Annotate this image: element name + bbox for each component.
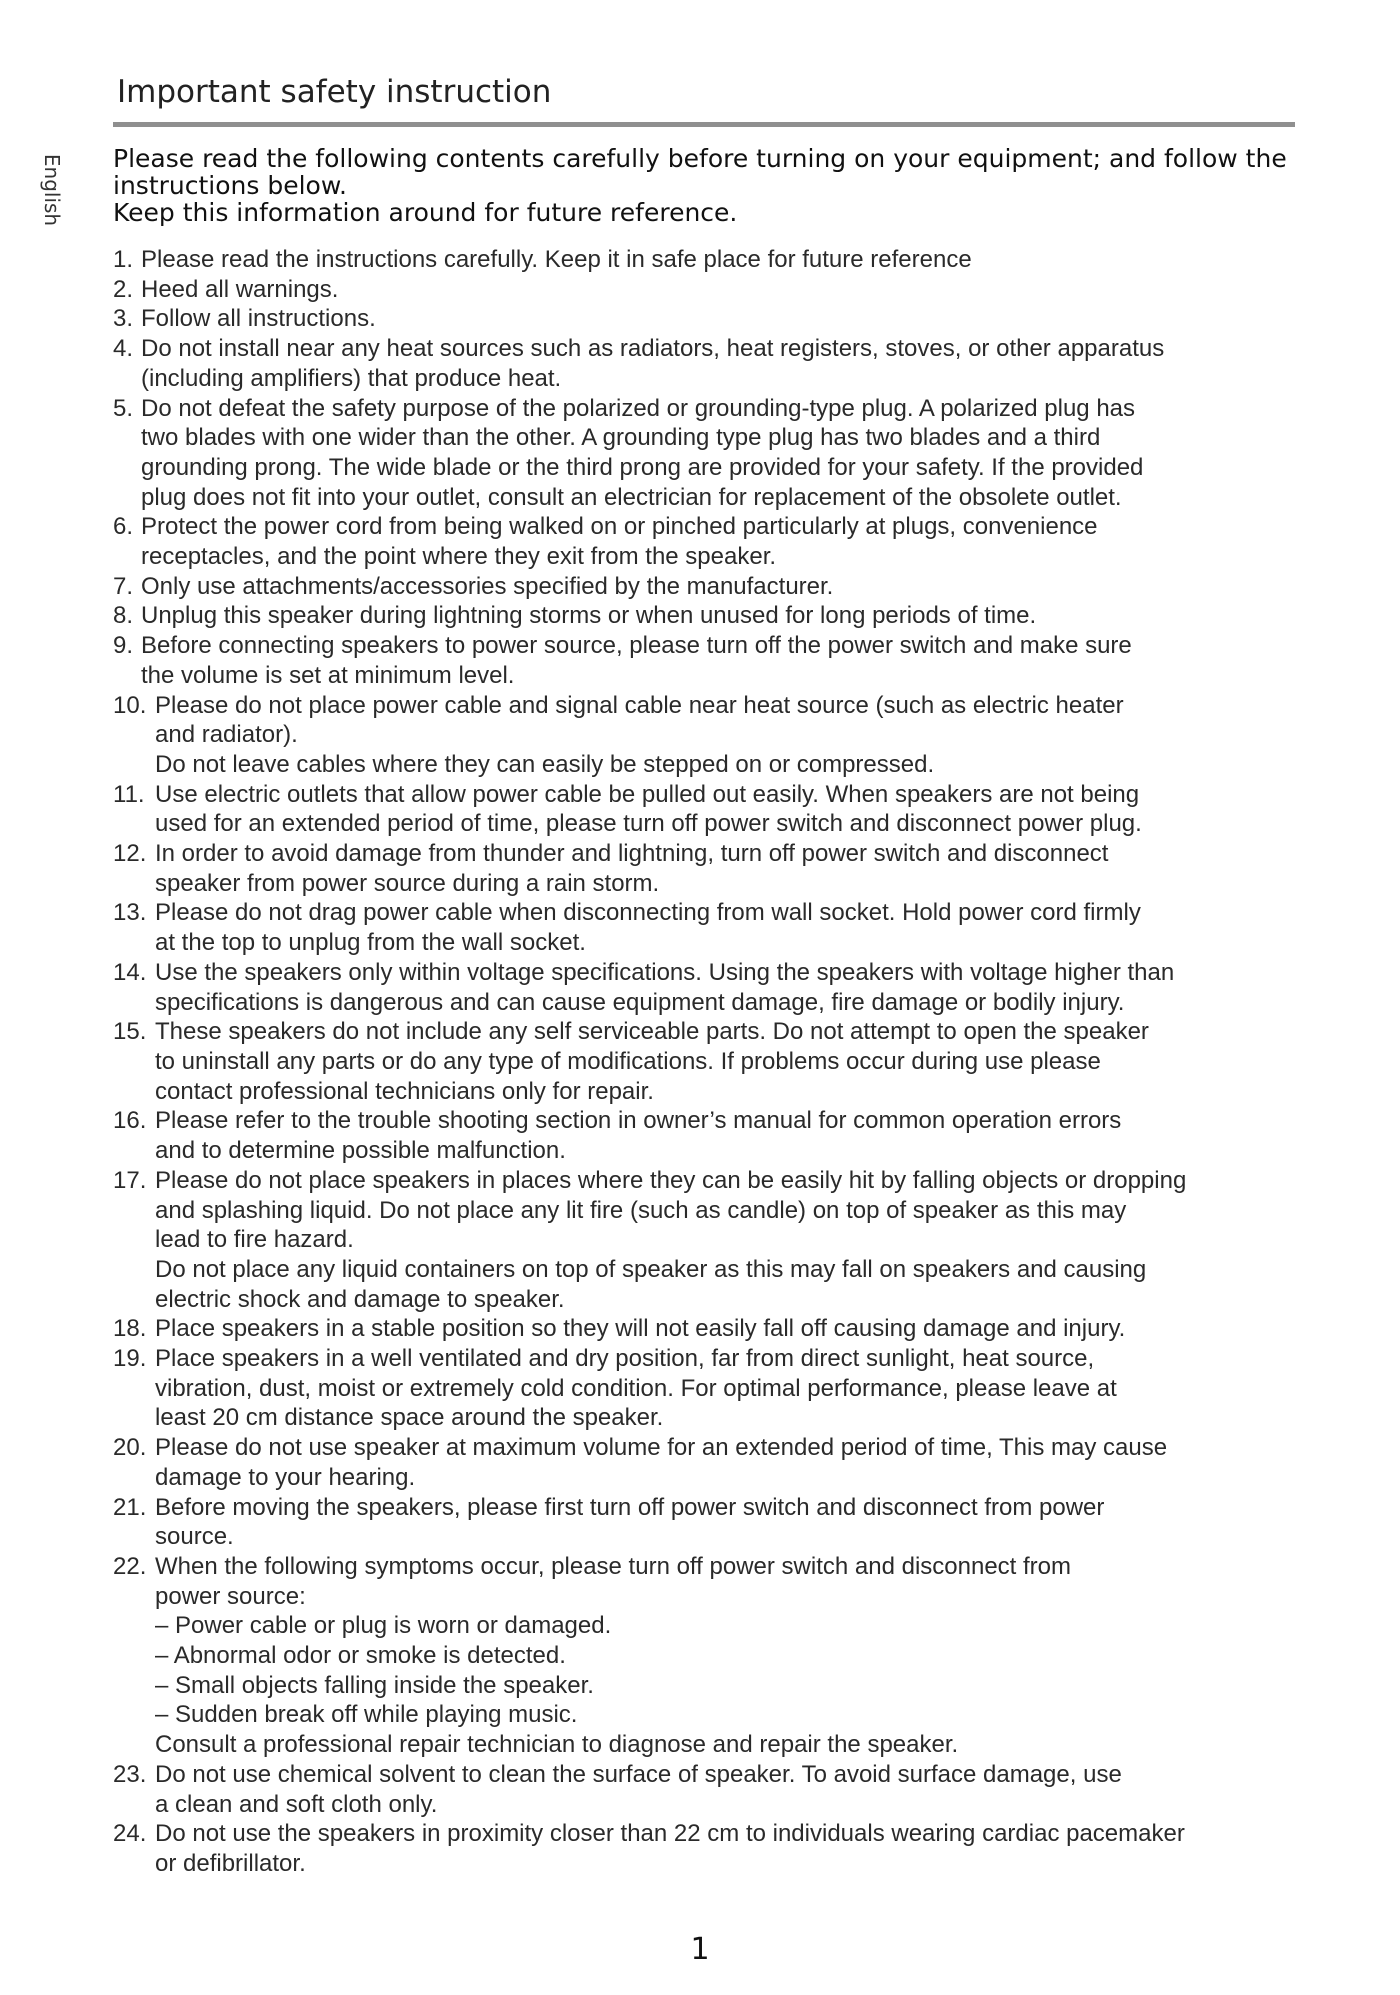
instruction-text-line: Use the speakers only within voltage specifications. Using the speakers with voltage higher than: [155, 958, 1175, 986]
instruction-number: 22.: [113, 1552, 147, 1580]
instruction-text-line: Do not use the speakers in proximity closer than 22 cm to individuals wearing cardiac pacemaker: [155, 1820, 1185, 1848]
instruction-text-line: Please refer to the trouble shooting section in owner’s manual for common operation errors: [155, 1107, 1122, 1135]
instruction-number: 24.: [113, 1820, 147, 1848]
instruction-text-line: Before connecting speakers to power source, please turn off the power switch and make sure: [141, 632, 1132, 660]
instruction-text-line: Consult a professional repair technician to diagnose and repair the speaker.: [155, 1731, 959, 1759]
instruction-text-line: Heed all warnings.: [141, 275, 339, 303]
instruction-item: [113, 275, 1303, 305]
instruction-item: [113, 1166, 1303, 1315]
instruction-text-line: – Sudden break off while playing music.: [155, 1701, 578, 1729]
instruction-text-line: Do not leave cables where they can easily be stepped on or compressed.: [155, 750, 935, 778]
instruction-text-line: Please do not place power cable and signal cable near heat source (such as electric heater: [155, 691, 1124, 719]
instruction-text-line: Do not place any liquid containers on top of speaker as this may fall on speakers and causing: [155, 1255, 1147, 1283]
instruction-item: [113, 1760, 1303, 1819]
instruction-text-line: Only use attachments/accessories specified by the manufacturer.: [141, 572, 834, 600]
instruction-number: 3.: [113, 305, 134, 333]
instruction-number: 17.: [113, 1166, 147, 1194]
intro-text: Please read the following contents carefully before turning on your equipment; and follow the instructions below.: [113, 144, 1287, 200]
instruction-text-line: – Small objects falling inside the speaker.: [155, 1671, 594, 1699]
instruction-item: [113, 1819, 1303, 1878]
instruction-number: 1.: [113, 246, 134, 273]
instruction-text-line: two blades with one wider than the other. A grounding type plug has two blades and a third: [141, 424, 1101, 452]
instruction-number: 6.: [113, 513, 134, 541]
instruction-text-line: source.: [155, 1523, 234, 1551]
instruction-item: [113, 691, 1303, 780]
instruction-number: 18.: [113, 1315, 147, 1343]
instruction-number: 16.: [113, 1107, 147, 1135]
title-divider: [113, 122, 1295, 127]
instruction-item: [113, 1314, 1303, 1344]
instruction-number: 19.: [113, 1345, 147, 1373]
instruction-number: 14.: [113, 958, 147, 986]
instruction-text-line: lead to fire hazard.: [155, 1226, 354, 1254]
instruction-text-line: Unplug this speaker during lightning storms or when unused for long periods of time.: [141, 602, 1037, 630]
instruction-number: 10.: [113, 691, 147, 719]
instruction-text-line: Place speakers in a well ventilated and dry position, far from direct sunlight, heat source,: [155, 1345, 1095, 1373]
instruction-number: 9.: [113, 632, 134, 660]
instruction-text-line: the volume is set at minimum level.: [141, 661, 515, 689]
instruction-item: [113, 1552, 1303, 1760]
instruction-text-line: or defibrillator.: [155, 1849, 306, 1877]
instruction-text-line: In order to avoid damage from thunder and lightning, turn off power switch and disconnect: [155, 840, 1109, 868]
instruction-list: [113, 245, 1303, 1879]
language-label: English: [40, 153, 64, 227]
instruction-text-line: Do not install near any heat sources such as radiators, heat registers, stoves, or other apparatus: [141, 335, 1165, 363]
intro-section: [113, 145, 1303, 226]
instruction-text-line: Do not defeat the safety purpose of the polarized or grounding-type plug. A polarized plug has: [141, 394, 1136, 422]
instruction-number: 20.: [113, 1434, 147, 1462]
instruction-item: [113, 1017, 1303, 1106]
intro-reference-note: Keep this information around for future reference.: [113, 198, 738, 227]
instruction-number: 13.: [113, 899, 147, 927]
instruction-text-line: grounding prong. The wide blade or the third prong are provided for your safety. If the provided: [141, 453, 1144, 481]
instruction-number: 7.: [113, 572, 134, 600]
instruction-text-line: speaker from power source during a rain storm.: [155, 869, 660, 897]
instruction-text-line: and splashing liquid. Do not place any lit fire (such as candle) on top of speaker as this may: [155, 1196, 1127, 1224]
instruction-item: [113, 572, 1303, 602]
instruction-number: 2.: [113, 275, 134, 303]
instruction-item: [113, 245, 1303, 275]
instruction-text-line: vibration, dust, moist or extremely cold condition. For optimal performance, please leave at: [155, 1374, 1117, 1402]
instruction-item: [113, 334, 1303, 393]
instruction-text-line: Protect the power cord from being walked on or pinched particularly at plugs, convenience: [141, 513, 1098, 541]
instruction-text-line: specifications is dangerous and can cause equipment damage, fire damage or bodily injury.: [155, 988, 1125, 1016]
instruction-item: [113, 631, 1303, 690]
instruction-item: [113, 780, 1303, 839]
instruction-text-line: Do not use chemical solvent to clean the surface of speaker. To avoid surface damage, use: [155, 1760, 1122, 1788]
instruction-item: [113, 1433, 1303, 1492]
instruction-item: [113, 839, 1303, 898]
instruction-text-line: – Power cable or plug is worn or damaged.: [155, 1612, 612, 1640]
instruction-text-line: to uninstall any parts or do any type of modifications. If problems occur during use please: [155, 1047, 1101, 1075]
instruction-text-line: Use electric outlets that allow power cable be pulled out easily. When speakers are not being: [155, 780, 1140, 808]
instruction-text-line: Please do not use speaker at maximum volume for an extended period of time, This may cause: [155, 1434, 1168, 1462]
instruction-text-line: power source:: [155, 1582, 306, 1610]
instruction-number: 23.: [113, 1760, 147, 1788]
instruction-item: [113, 1493, 1303, 1552]
instruction-text-line: used for an extended period of time, please turn off power switch and disconnect power plug.: [155, 810, 1142, 838]
instruction-number: 15.: [113, 1018, 147, 1046]
instruction-text-line: contact professional technicians only for repair.: [155, 1077, 654, 1105]
instruction-text-line: receptacles, and the point where they exit from the speaker.: [141, 543, 777, 571]
instruction-text-line: at the top to unplug from the wall socket.: [155, 929, 586, 957]
instruction-text-line: Please read the instructions carefully. Keep it in safe place for future reference: [141, 246, 972, 273]
instruction-text-line: electric shock and damage to speaker.: [155, 1285, 565, 1313]
instruction-text-line: When the following symptoms occur, please turn off power switch and disconnect from: [155, 1552, 1071, 1580]
instruction-item: [113, 304, 1303, 334]
instruction-item: [113, 1344, 1303, 1433]
instruction-number: 8.: [113, 602, 134, 630]
instruction-item: [113, 958, 1303, 1017]
instruction-item: [113, 601, 1303, 631]
instruction-number: 21.: [113, 1493, 147, 1521]
instruction-number: 12.: [113, 840, 147, 868]
instruction-text-line: and radiator).: [155, 721, 298, 749]
instruction-number: 4.: [113, 335, 134, 363]
instruction-text-line: Please do not place speakers in places where they can be easily hit by falling objects or dropping: [155, 1166, 1187, 1194]
instruction-text-line: These speakers do not include any self serviceable parts. Do not attempt to open the speaker: [155, 1018, 1149, 1046]
instruction-text-line: least 20 cm distance space around the speaker.: [155, 1404, 664, 1432]
instruction-text-line: and to determine possible malfunction.: [155, 1137, 566, 1165]
instruction-text-line: Before moving the speakers, please first turn off power switch and disconnect from power: [155, 1493, 1105, 1521]
instruction-text-line: Please do not drag power cable when disconnecting from wall socket. Hold power cord firmly: [155, 899, 1141, 927]
instruction-text-line: damage to your hearing.: [155, 1463, 416, 1491]
page-number: 1: [690, 1932, 710, 1967]
instruction-item: [113, 394, 1303, 513]
page-title: Important safety instruction: [117, 74, 552, 110]
instruction-item: [113, 512, 1303, 571]
instruction-text-line: Follow all instructions.: [141, 305, 376, 333]
instruction-item: [113, 898, 1303, 957]
instruction-text-line: plug does not fit into your outlet, consult an electrician for replacement of the obsolete outlet.: [141, 483, 1122, 511]
instruction-text-line: (including amplifiers) that produce heat.: [141, 364, 562, 392]
instruction-number: 5.: [113, 394, 134, 422]
instruction-item: [113, 1106, 1303, 1165]
instruction-number: 11.: [113, 780, 145, 808]
instruction-text-line: Place speakers in a stable position so they will not easily fall off causing damage and injury.: [155, 1315, 1126, 1343]
instruction-text-line: a clean and soft cloth only.: [155, 1790, 438, 1818]
instruction-text-line: – Abnormal odor or smoke is detected.: [155, 1642, 566, 1670]
